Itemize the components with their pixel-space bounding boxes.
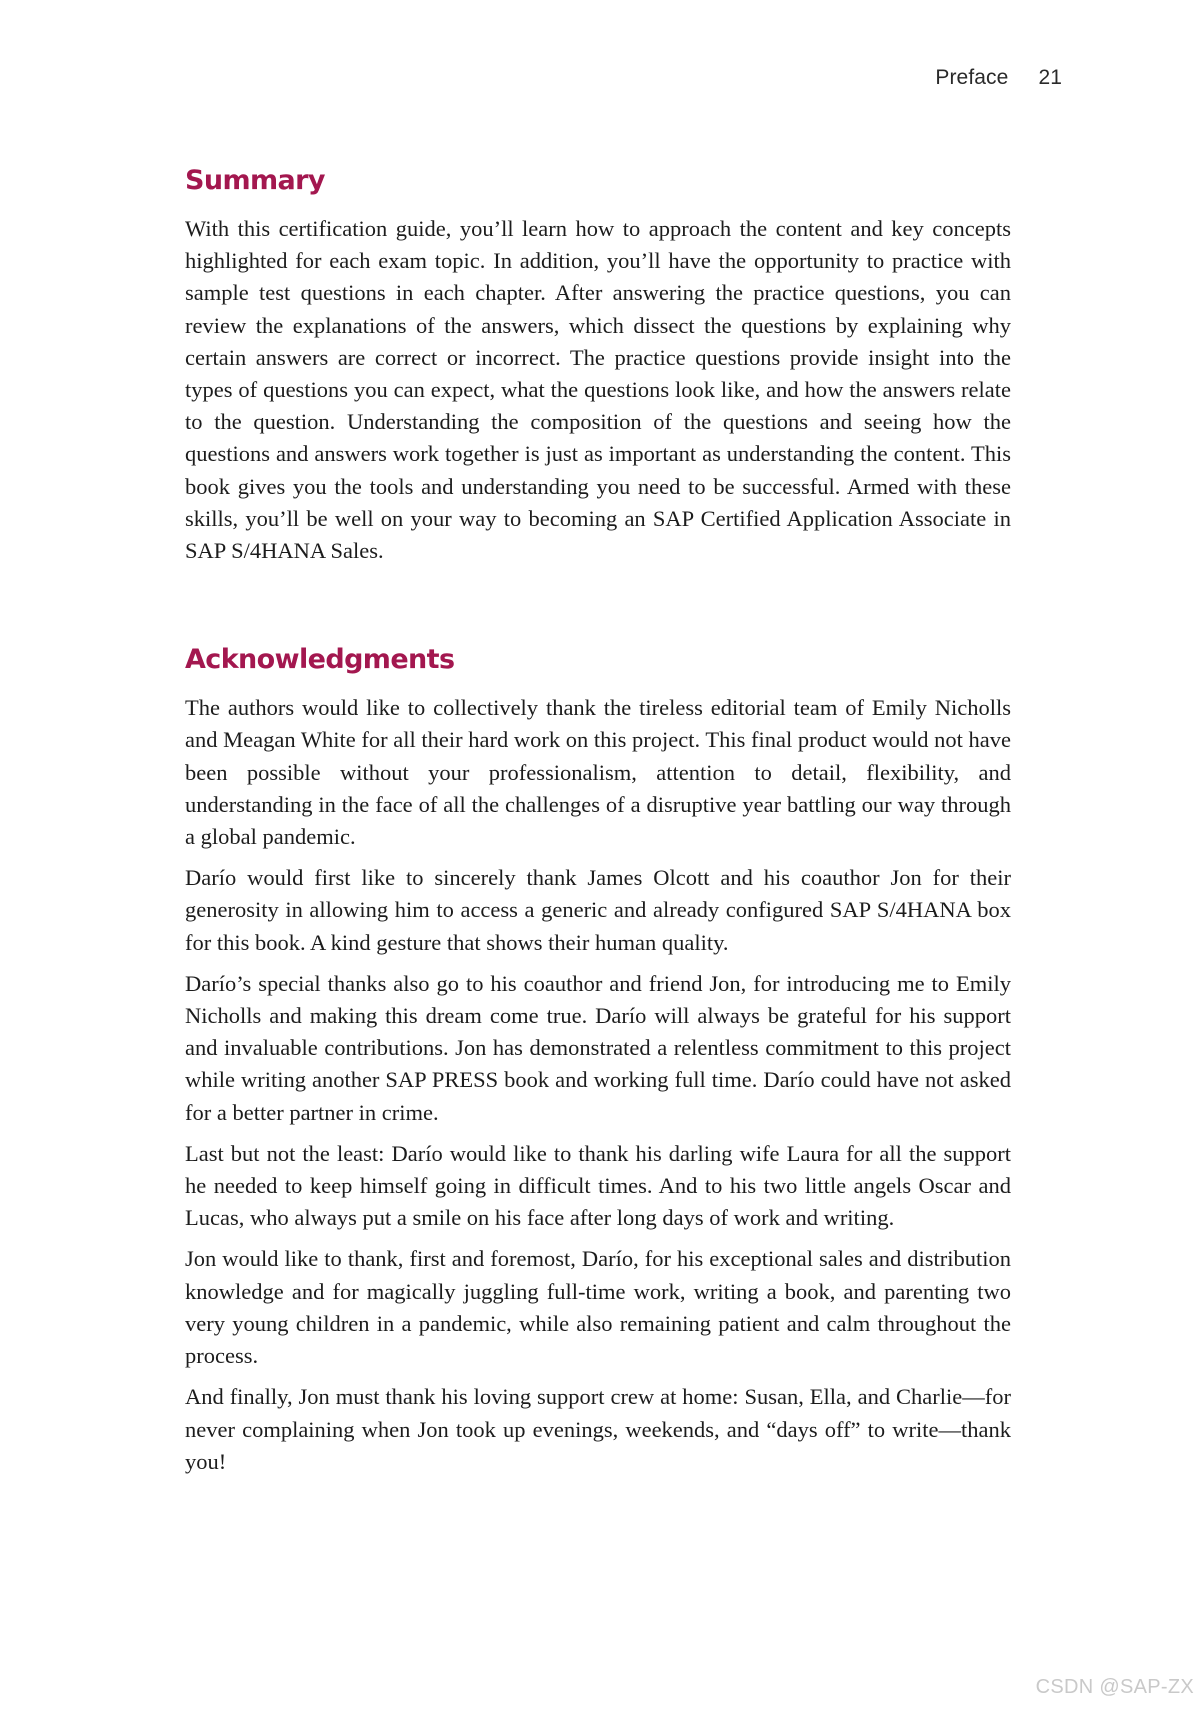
header-section-title: Preface: [935, 66, 1009, 89]
acknowledgments-paragraph: The authors would like to collectively thank the tireless editorial team of Emily Nicholls and Meagan White for all their hard work on this project. This final product would not have been possible without your professionalism, attention to detail, flexibility, and understanding in the face of all the challenges of a disruptive year battling our way through a global pandemic.: [185, 695, 1011, 850]
acknowledgments-paragraph: Darío would first like to sincerely thank James Olcott and his coauthor Jon for their generosity in allowing him to access a generic and already configured SAP S/4HANA box for this book. A kind gesture that shows their human quality.: [185, 865, 1011, 955]
summary-heading: Summary: [185, 165, 325, 196]
acknowledgments-paragraph: Last but not the least: Darío would like to thank his darling wife Laura for all the support he needed to keep himself going in difficult times. And to his two little angels Oscar and Lucas, who always put a smile on his face after long days of work and writing.: [185, 1140, 1011, 1231]
running-header: [0, 66, 1062, 90]
acknowledgments-section: [185, 642, 1011, 1478]
summary-paragraph: With this certification guide, you’ll learn how to approach the content and key concepts highlighted for each exam topic. In addition, you’ll have the opportunity to practice with sample test questions in each chapter. After answering the practice questions, you can review the explanations of the answers, which dissect the questions by explaining why certain answers are correct or incorrect. The practice questions provide insight into the types of questions you can expect, what the questions look like, and how the answers relate to the question. Understanding the composition of the questions and seeing how the questions and answers work together is just as important as understanding the content. This book gives you the tools and understanding you need to be successful. Armed with these skills, you’ll be well on your way to becoming an SAP Certified Application Associate in SAP S/4HANA Sales.: [185, 216, 1011, 564]
page-body: [185, 163, 1011, 1487]
acknowledgments-paragraph: And finally, Jon must thank his loving support crew at home: Susan, Ella, and Charlie—for never complaining when Jon took up evenings, weekends, and “days off” to write—thank you!: [185, 1384, 1011, 1474]
section-spacer: [185, 576, 1011, 642]
page-number: 21: [1038, 66, 1062, 89]
acknowledgments-paragraph: Darío’s special thanks also go to his coauthor and friend Jon, for introducing me to Emily Nicholls and making this dream come true. Darío will always be grateful for his support and invaluable contributions. Jon has demonstrated a relentless commitment to this project while writing another SAP PRESS book and working full time. Darío could have not asked for a better partner in crime.: [185, 970, 1011, 1125]
watermark: CSDN @SAP-ZX: [1035, 1676, 1194, 1698]
summary-section: [185, 163, 1011, 567]
acknowledgments-heading: Acknowledgments: [185, 644, 455, 676]
acknowledgments-paragraph: Jon would like to thank, first and foremost, Darío, for his exceptional sales and distribution knowledge and for magically juggling full-time work, writing a book, and parenting two very young children in a pandemic, while also remaining patient and calm throughout the process.: [185, 1246, 1011, 1369]
